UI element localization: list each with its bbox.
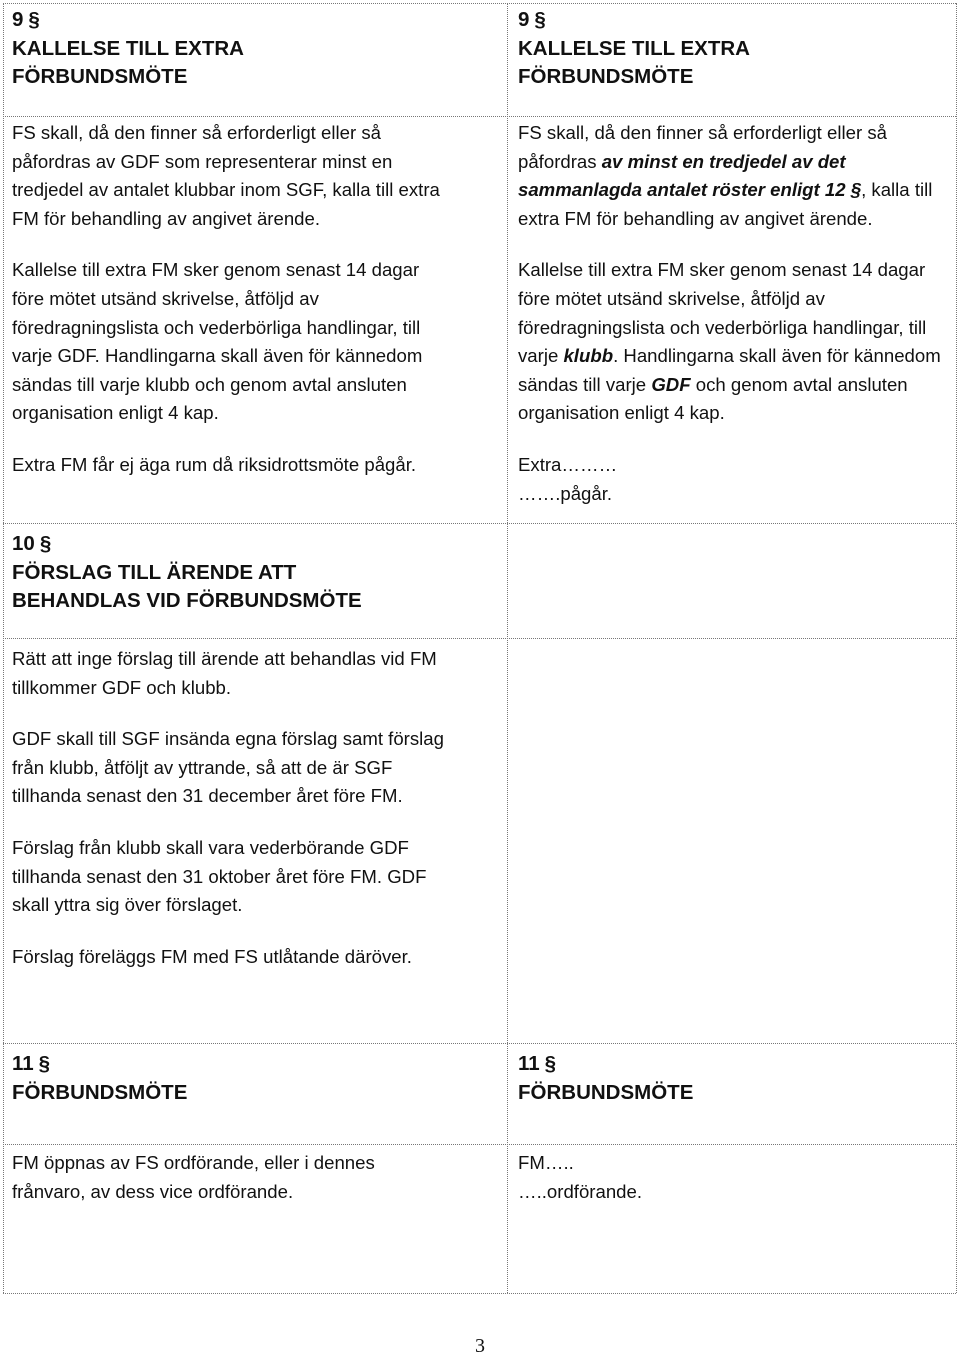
right-section-11-body [518, 1149, 948, 1206]
paragraph: Förslag från klubb skall vara vederbörande GDF tillhanda senast den 31 oktober året före FM. GDF skall yttra sig över förslaget. [12, 836, 427, 916]
right-section-9-body [518, 119, 950, 508]
text-run: FS skall, då den finner så erforderligt eller så påfordras [518, 122, 887, 172]
section-title: FÖRBUNDSMÖTE [518, 1080, 694, 1104]
row-divider [3, 638, 956, 639]
text-run: och genom avtal ansluten organisation enligt 4 kap. [518, 373, 908, 424]
comparison-table [3, 3, 956, 1293]
paragraph: GDF skall till SGF insända egna förslag samt förslag från klubb, åtföljt av yttrande, så att de är SGF tillhanda senast den 31 december året före FM. [12, 728, 444, 807]
left-section-10-body [12, 645, 457, 971]
paragraph-sign: § [28, 8, 40, 31]
paragraph-sign: § [534, 8, 546, 31]
paragraph [518, 256, 950, 428]
right-section-11-heading [518, 1050, 948, 1107]
paragraph-sign: § [39, 532, 52, 555]
text-run: , kalla till extra FM för behandling av angivet ärende. [518, 179, 933, 229]
left-section-9-heading [12, 6, 502, 92]
paragraph [518, 451, 950, 508]
amended-text: GDF [651, 373, 691, 395]
paragraph [518, 1149, 948, 1206]
section-title: BEHANDLAS VID FÖRBUNDSMÖTE [12, 589, 362, 612]
section-number: 10 [12, 532, 35, 555]
right-section-9-heading [518, 6, 948, 92]
text-line: …..ordförande. [518, 1180, 643, 1202]
left-section-9-body [12, 119, 452, 480]
section-number: 11 [518, 1052, 540, 1075]
left-section-11-heading [12, 1050, 502, 1107]
table-border-left [3, 3, 4, 1293]
paragraph: Kallelse till extra FM sker genom senast 14 dagar före mötet utsänd skrivelse, åtföljd av föredragningslista och vederbörliga handlingar, till varje GDF. Handlingarna skall även för kännedom sändas till varje klubb och genom avtal ansluten organisation enligt 4 kap. [12, 259, 423, 424]
section-number: 9 [518, 8, 530, 31]
text-run: . Handlingarna skall även för kännedom sändas till varje [518, 345, 941, 395]
section-number: 11 [12, 1052, 34, 1075]
section-number: 9 [12, 8, 24, 31]
row-divider [3, 523, 956, 524]
section-title: FÖRBUNDSMÖTE [12, 1080, 188, 1104]
row-divider [3, 1043, 956, 1044]
table-border-right [956, 3, 957, 1293]
table-border-top [3, 3, 956, 4]
section-title: FÖRSLAG TILL ÄRENDE ATT [12, 560, 297, 584]
section-title: KALLELSE TILL EXTRA [12, 36, 244, 60]
section-title: FÖRBUNDSMÖTE [12, 65, 188, 88]
amended-text: klubb [563, 345, 614, 367]
paragraph: FM öppnas av FS ordförande, eller i dennes frånvaro, av dess vice ordförande. [12, 1152, 375, 1202]
amended-text: av minst en tredjedel av det sammanlagda antalet röster enligt 12 § [518, 150, 862, 201]
paragraph: Förslag föreläggs FM med FS utlåtande däröver. [12, 945, 412, 967]
table-border-bottom [3, 1293, 956, 1294]
paragraph [518, 119, 950, 233]
left-section-10-heading [12, 530, 502, 616]
paragraph: Extra FM får ej äga rum då riksidrottsmöte pågår. [12, 453, 417, 475]
left-section-11-body [12, 1149, 432, 1206]
paragraph: FS skall, då den finner så erforderligt eller så påfordras av GDF som representerar minst en tredjedel av antalet klubbar inom SGF, kalla till extra FM för behandling av angivet ärende. [12, 122, 440, 229]
row-divider [3, 1144, 956, 1145]
text-line: FM….. [518, 1152, 574, 1173]
text-line: Extra……… [518, 453, 618, 475]
row-divider [3, 116, 956, 117]
section-title: KALLELSE TILL EXTRA [518, 36, 750, 60]
paragraph-sign: § [544, 1052, 557, 1075]
page-number: 3 [475, 1335, 485, 1357]
column-divider [507, 3, 508, 1293]
paragraph-sign: § [38, 1052, 51, 1075]
text-run: Kallelse till extra FM sker genom senast 14 dagar före mötet utsänd skrivelse, åtföljd av föredragningslista och vederbörliga handlingar, till varje [518, 259, 927, 367]
text-line: …….pågår. [518, 482, 613, 504]
section-title: FÖRBUNDSMÖTE [518, 65, 694, 88]
paragraph: Rätt att inge förslag till ärende att behandlas vid FM tillkommer GDF och klubb. [12, 648, 437, 698]
